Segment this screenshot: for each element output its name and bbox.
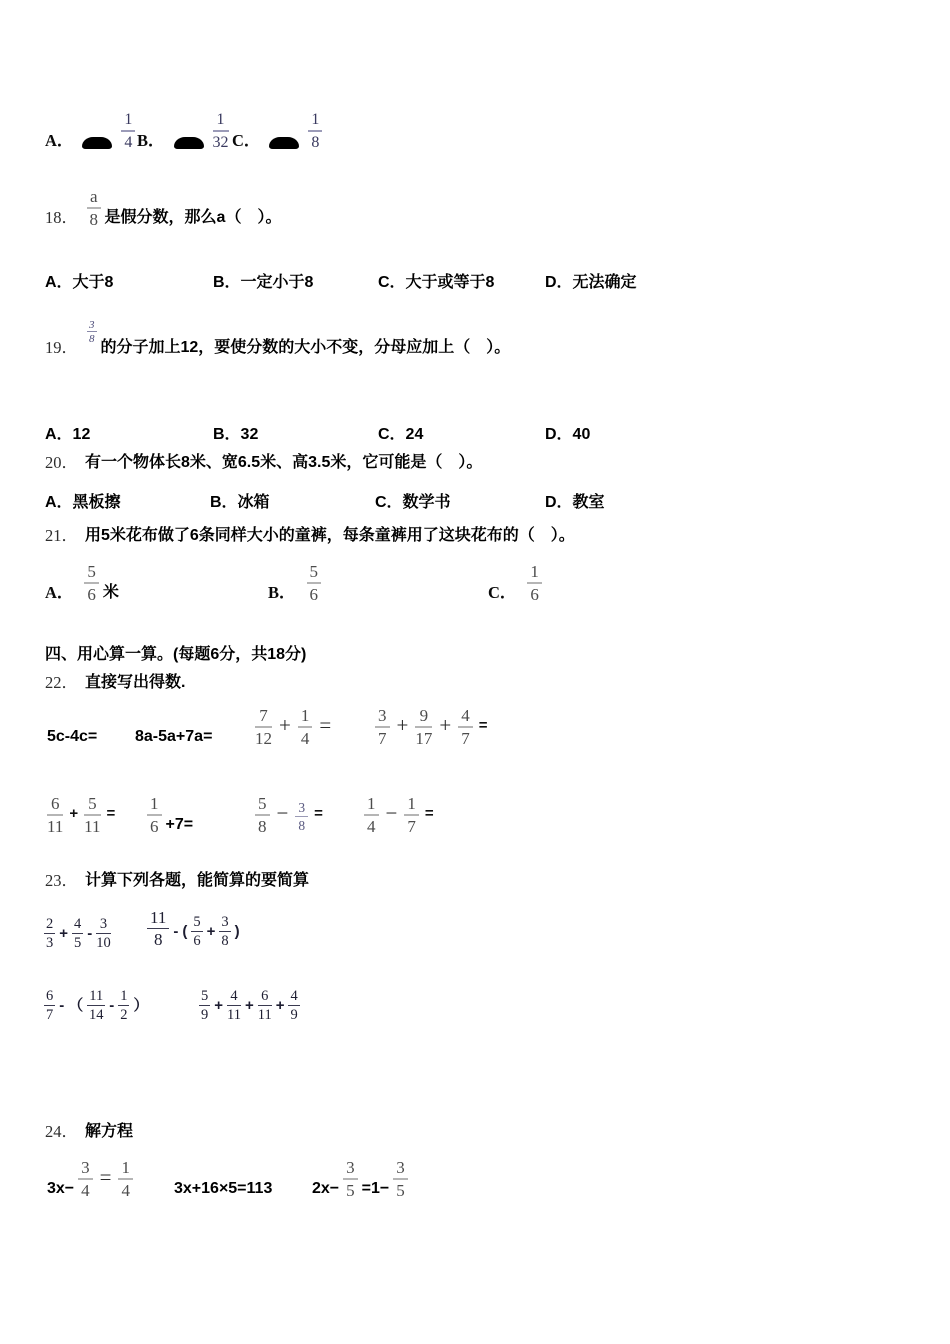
operator: = [99,1165,112,1189]
option-text: D．40 [545,426,591,443]
question-18 [45,187,283,229]
fraction: 5 6 [307,562,322,604]
fraction: 1 6 [147,794,162,836]
fraction: 5 9 [201,988,209,1023]
q24-equation-3 [310,1158,410,1200]
question-number: 24． [45,1122,78,1141]
q22-expr-5 [45,794,119,836]
fraction: $\frac{4}{9}$ [290,988,298,1023]
fraction: 7 12 [255,706,272,748]
operator: + [214,997,224,1014]
text-run: 3x− [47,1180,75,1197]
text-run: 3x+16×5=113 [174,1180,273,1197]
question-text: 直接写出得数. [85,674,186,691]
fraction: $\frac{5}{11}$ [84,794,101,836]
operator: ) [234,923,240,940]
option-text: D．无法确定 [545,274,637,291]
question-23-title [45,870,309,892]
operator: + [439,713,452,737]
q17-option-c [232,110,324,152]
q20-option-c [375,492,451,514]
fraction: $\frac{3}{4}$ [78,1158,93,1200]
question-22-title [45,672,185,694]
q23-expr-1 [42,916,113,951]
fraction: 3 8 [89,319,95,345]
fraction: 11 8 [147,908,169,949]
fraction: 5 6 [84,562,99,604]
q18-option-b [213,272,313,294]
fraction: a 8 [87,187,101,229]
fraction: 11 14 [89,988,104,1023]
q24-equation-1 [45,1158,135,1200]
question-number: 21． [45,526,78,545]
operator: + [59,925,69,942]
q20-option-d [545,492,605,514]
fraction: 3 7 [375,706,390,748]
text-run: 2x− [312,1180,340,1197]
question-number: 19． [45,338,78,357]
q19-option-d [545,424,590,446]
section-title: 四、用心算一算。(每题6分，共18分) [45,646,307,663]
fraction: $\frac{1}{4}$ [118,1158,133,1200]
q22-expr-4 [373,706,491,748]
fraction: $\frac{1}{4}$ [298,706,313,748]
fraction: $\frac{3}{5}$ [393,1158,408,1200]
fraction: $\frac{4}{5}$ [74,916,82,951]
ink-blob-icon [269,137,299,149]
q22-expr-2 [133,726,214,748]
option-letter: B． [137,131,165,150]
option-text: B．一定小于8 [213,274,314,291]
option-text: C．24 [378,426,424,443]
option-text: C．大于或等于8 [378,274,495,291]
operator: = [319,713,332,737]
fraction: 5 8 [255,794,270,836]
operator: + [206,923,216,940]
text-run: 的分子加上12，要使分数的大小不变，分母应加上（ ）。 [100,339,511,356]
fraction: 3 10 [96,916,111,951]
text-run: 是假分数，那么a（ ）。 [104,209,282,226]
option-letter: B． [268,583,296,602]
q23-expr-2 [145,908,242,949]
question-text: 有一个物体长8米、宽6.5米、高3.5米，它可能是（ ）。 [85,454,483,471]
fraction: $\frac{3}{8}$ [221,914,229,949]
option-letter: A． [45,131,74,150]
question-text: 解方程 [85,1123,134,1140]
option-text: B．32 [213,426,259,443]
text-run: 米 [102,584,119,601]
q21-option-c [488,562,544,604]
q18-option-d [545,272,637,294]
q22-expr-7 [253,794,327,836]
section-4-header [45,644,306,666]
q18-option-a [45,272,113,294]
operator: − [385,801,398,825]
question-21 [45,525,575,547]
operator: - [59,997,65,1014]
fraction: 5 6 [193,914,201,949]
q18-option-c [378,272,494,294]
operator: - [173,923,179,940]
q22-expr-3 [253,706,336,748]
operator: + [396,713,409,737]
q23-expr-4 [197,988,302,1023]
q20-option-a [45,492,121,514]
operator: + [275,997,285,1014]
operator: ） [133,997,149,1014]
q21-option-a [45,562,121,604]
question-number: 22． [45,673,78,692]
q19-option-a [45,424,90,446]
fraction: $\frac{6}{11}$ [257,988,272,1023]
text-run: +7= [165,816,194,833]
operator: （ [68,997,84,1014]
fraction: $\frac{4}{7}$ [458,706,473,748]
q17-option-b [137,110,231,152]
option-text: A．黑板擦 [45,494,121,511]
ink-blob-icon [82,137,112,149]
fraction: 1 6 [527,562,542,604]
operator: = [314,805,323,822]
question-number: 18． [45,208,78,227]
ink-blob-icon [174,137,204,149]
question-number: 20． [45,453,78,472]
fraction: 1 8 [308,110,322,152]
q17-option-a [45,110,137,152]
fraction: $\frac{1}{7}$ [404,794,419,836]
option-letter: C． [232,131,261,150]
question-24-title [45,1121,133,1143]
operator: = [106,805,116,822]
option-text: C．数学书 [375,494,451,511]
text-run: 8a-5a+7a= [135,728,213,745]
fraction: 1 4 [121,110,135,152]
operator: - [109,997,115,1014]
operator: − [276,801,289,825]
fraction: 1 32 [212,111,229,151]
fraction: $\frac{3}{8}$ [295,800,308,833]
fraction: $\frac{9}{17}$ [415,706,433,748]
q20-option-b [210,492,270,514]
operator: + [69,805,79,822]
q22-expr-6 [145,794,195,836]
fraction: $\frac{3}{5}$ [343,1158,358,1200]
operator: = [478,717,488,734]
q19-option-c [378,424,423,446]
fraction: 2 3 [46,916,54,951]
fraction: 1 2 [120,988,128,1023]
option-text: B．冰箱 [210,494,270,511]
q24-equation-2 [172,1178,274,1200]
operator: + [279,713,291,737]
operator: = [424,805,434,822]
option-text: A．大于8 [45,274,114,291]
q23-expr-3 [42,988,151,1023]
question-text: 用5米花布做了6条同样大小的童裤，每条童裤用了这块花布的（ ）。 [85,527,575,544]
option-text: D．教室 [545,494,605,511]
question-19 [45,319,512,359]
fraction: 1 4 [364,794,379,836]
question-text: 计算下列各题，能简算的要简算 [85,872,310,889]
question-20 [45,452,482,474]
q21-option-b [268,562,323,604]
fraction: $\frac{4}{11}$ [227,988,241,1023]
operator: - [87,925,93,942]
option-letter: A． [45,583,74,602]
q19-option-b [213,424,258,446]
fraction: 6 7 [46,988,54,1023]
q22-expr-1 [45,726,99,748]
fraction: 6 11 [47,794,64,836]
operator: ( [182,923,188,940]
option-letter: C． [488,583,517,602]
text-run: =1− [361,1180,390,1197]
text-run: 5c-4c= [47,728,98,745]
operator: + [244,997,254,1014]
question-number: 23． [45,871,78,890]
option-text: A．12 [45,426,91,443]
q22-expr-8 [362,794,438,836]
